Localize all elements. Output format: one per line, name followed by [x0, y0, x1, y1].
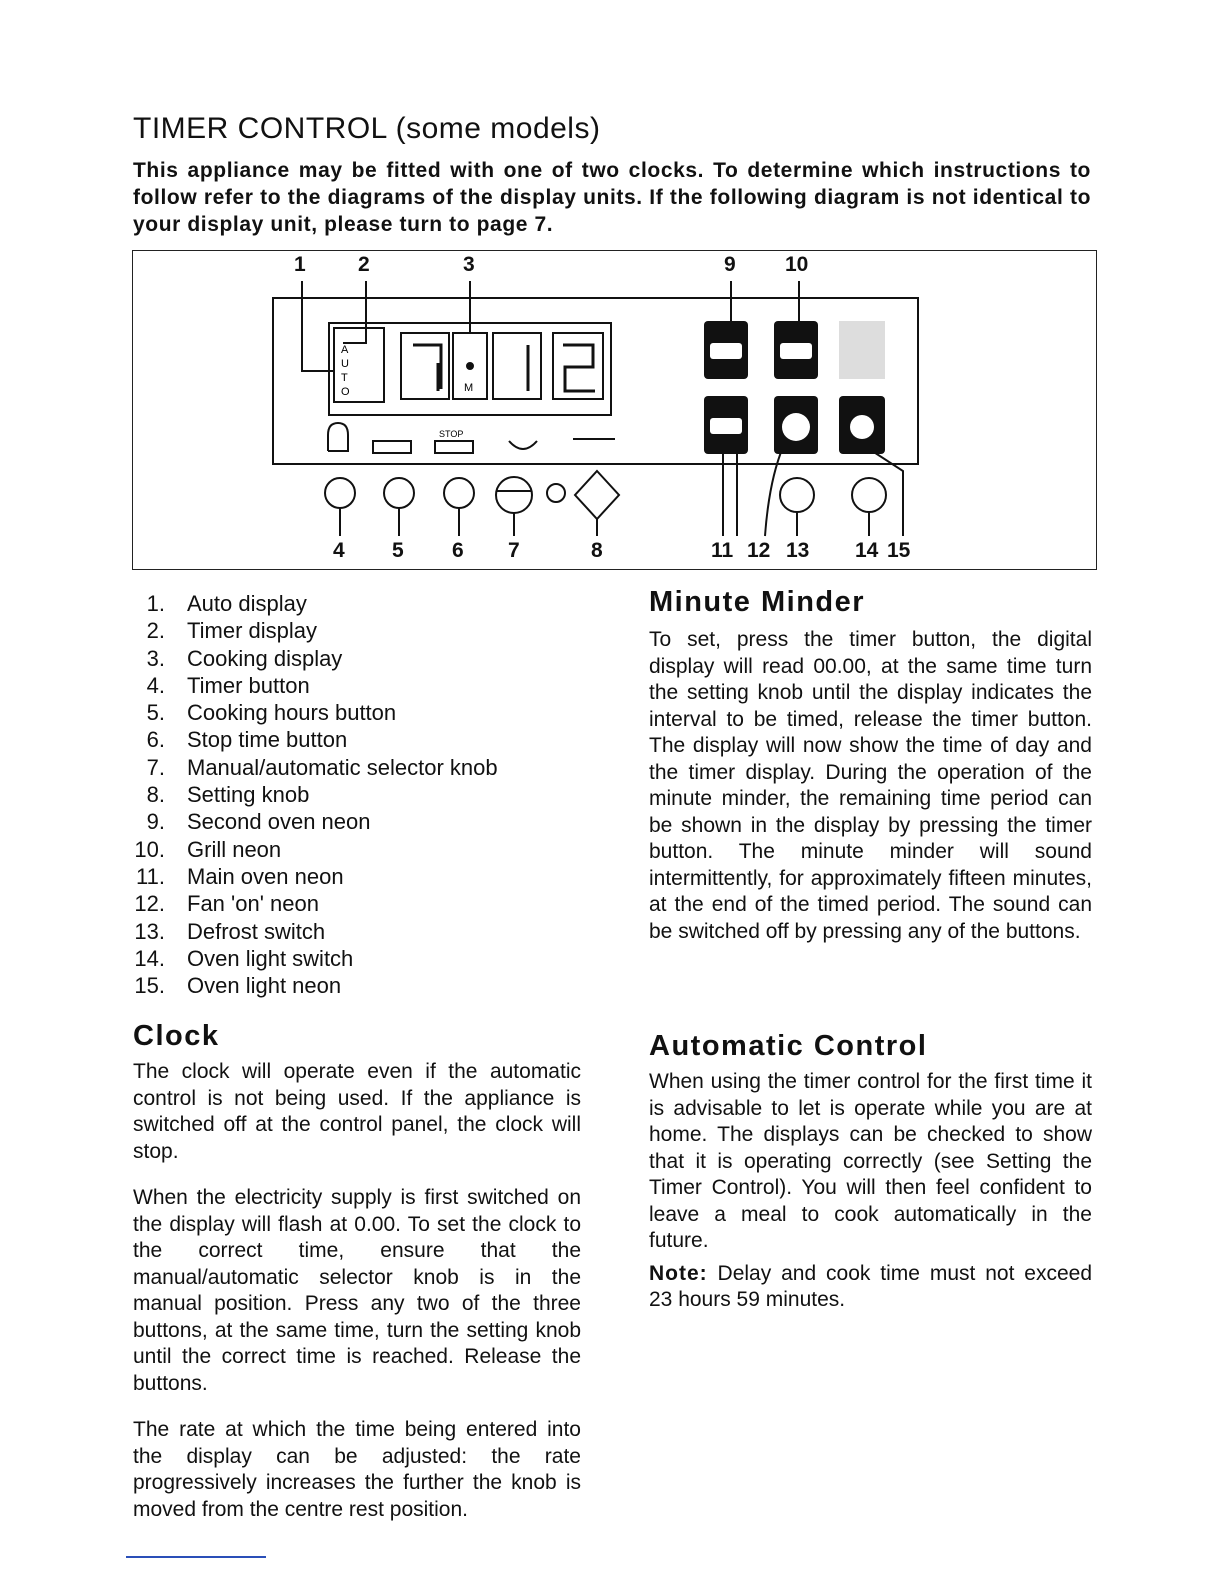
display-m-label: M	[464, 382, 474, 394]
callout-5: 5	[392, 539, 404, 562]
list-item: 2. Timer display	[146, 618, 317, 644]
list-item: 8. Setting knob	[146, 782, 310, 808]
selector-knob-stem	[497, 491, 531, 536]
callout-6: 6	[452, 539, 464, 562]
digit-2	[563, 345, 595, 391]
digits	[413, 345, 595, 391]
list-item: 4. Timer button	[146, 672, 310, 698]
clock-icon	[547, 484, 565, 502]
callout-12: 12	[747, 539, 771, 562]
panel-drawing	[133, 251, 1096, 569]
title-sub: (some models)	[395, 112, 601, 145]
oven-icon-3	[710, 418, 742, 434]
note-text: Delay and cook time must not exceed 23 hours 59 minutes.	[649, 1261, 1092, 1311]
list-item: 7. Manual/automatic selector knob	[146, 754, 498, 780]
callout-8: 8	[591, 539, 603, 562]
list-item: 10. Grill neon	[134, 836, 282, 862]
light-icon	[850, 415, 874, 439]
bottom-rule	[126, 1556, 266, 1558]
callout-3: 3	[463, 253, 475, 276]
blank-neon	[839, 321, 885, 379]
stop-time-icon	[435, 441, 473, 453]
list-item: 11. Main oven neon	[136, 863, 344, 889]
parts-list	[127, 590, 498, 999]
callout-4: 4	[333, 539, 345, 562]
callout-15: 15	[887, 539, 911, 562]
fan-icon	[782, 413, 810, 441]
selector-knob-circle	[496, 477, 532, 513]
automatic-control-paragraph: When using the timer control for the first time it is advisable to let is operate while you are at home. The displays can be checked to show that it is operating correctly (see Setting the Timer Control). You will then feel confident to leave a meal to cook automatically in the future.	[649, 1070, 1092, 1252]
callout-7: 7	[508, 539, 520, 562]
callout-1: 1	[294, 253, 306, 276]
leader-2	[343, 281, 366, 343]
stop-label: STOP	[439, 429, 464, 439]
clock-heading: Clock	[133, 1020, 220, 1052]
automatic-control-section	[649, 1030, 1092, 1314]
oven-light-switch-circle	[852, 478, 886, 512]
hand-icon	[509, 441, 537, 449]
auto-letter-a: A	[341, 344, 349, 356]
minute-minder-heading: Minute Minder	[649, 586, 866, 618]
colon-dot	[468, 364, 473, 369]
list-item: 12. Fan 'on' neon	[134, 891, 319, 917]
note	[649, 1261, 1092, 1314]
auto-letter-t: T	[341, 372, 348, 384]
cooking-hours-icon	[373, 441, 411, 453]
minute-minder-paragraph: To set, press the timer button, the digital display will read 00.00, at the same time turn the setting knob until the display indicates the interval to be timed, release the timer button. The display will now show the time of day and the timer display. During the operation of the minute minder, the remaining time period can be shown in the display by pressing the timer button. The minute minder will sound intermittently, for approximately fifteen minutes, at the end of the timed period. The sound can be switched off by pressing any of the buttons.	[649, 628, 1092, 943]
list-item: 6. Stop time button	[146, 727, 348, 753]
callout-14: 14	[855, 539, 879, 562]
intro-paragraph: This appliance may be fitted with one of two clocks. To determine which instructions to follow refer to the diagrams of the display units. If the following diagram is not identical to your display unit, please turn to page 7.	[133, 159, 1091, 236]
clock-paragraph-3: The rate at which the time being entered into the display can be adjusted: the rate progressively increases the further the knob is moved from the centre rest position.	[133, 1418, 581, 1521]
cooking-hours-button-circle	[384, 478, 414, 508]
minute-minder-section	[649, 586, 1092, 945]
list-item: 3. Cooking display	[146, 645, 343, 671]
list-item: 14. Oven light switch	[134, 945, 354, 971]
timer-button-circle	[325, 478, 355, 508]
list-item: 13. Defrost switch	[134, 918, 326, 944]
page-title	[133, 112, 600, 146]
clock-paragraph-2: When the electricity supply is first switched on the display will flash at 0.00. To set the clock to the correct time, ensure that the manual/automatic selector knob is in the manual position. Press any two of the three buttons, at the same time, turn the setting knob until the correct time is reached. Release the buttons.	[133, 1186, 581, 1395]
stop-time-button-circle	[444, 478, 474, 508]
defrost-switch-circle	[780, 478, 814, 512]
control-panel-diagram	[132, 250, 1097, 570]
auto-letter-u: U	[341, 358, 349, 370]
callout-13: 13	[786, 539, 810, 562]
digit-box-3	[493, 333, 541, 399]
clock-paragraph-1: The clock will operate even if the automatic control is not being used. If the appliance is switched off at the control panel, the clock will stop.	[133, 1060, 581, 1163]
oven-icon-2	[780, 343, 812, 359]
setting-knob-shape	[575, 471, 619, 519]
leader-15	[866, 447, 903, 536]
list-item: 5. Cooking hours button	[146, 700, 397, 726]
clock-section	[133, 1020, 581, 1523]
note-label: Note:	[649, 1261, 708, 1285]
callout-10: 10	[785, 253, 809, 276]
callout-2: 2	[358, 253, 370, 276]
automatic-control-heading: Automatic Control	[649, 1030, 928, 1062]
auto-letter-o: O	[341, 386, 350, 398]
callout-11: 11	[711, 539, 734, 562]
title-main: TIMER CONTROL	[133, 112, 387, 145]
list-item: 1. Auto display	[146, 591, 307, 616]
list-item: 9. Second oven neon	[146, 809, 371, 835]
oven-icon-1	[710, 343, 742, 359]
list-item: 15. Oven light neon	[134, 973, 342, 999]
bell-icon	[328, 423, 348, 451]
callout-9: 9	[724, 253, 736, 276]
